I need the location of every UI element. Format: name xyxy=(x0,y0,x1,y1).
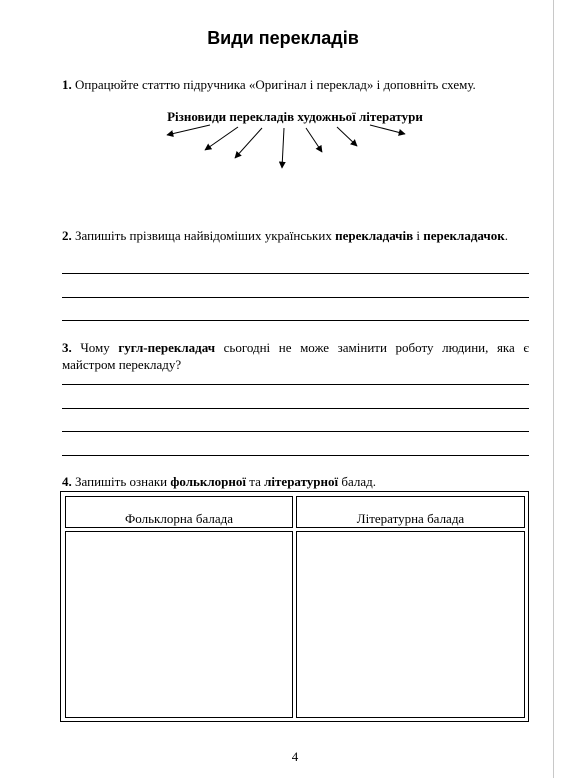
arrow-5 xyxy=(306,128,322,152)
scheme-title: Різновиди перекладів художньої літератури xyxy=(167,109,423,124)
answer-cell-lit[interactable] xyxy=(296,531,525,718)
task-3-text: 3. Чому гугл-перекладач сьогодні не може замінити роботу людини, яка є майстром перекладу? xyxy=(62,340,529,372)
answer-line[interactable] xyxy=(62,455,529,456)
arrow-4 xyxy=(282,128,284,168)
page-number: 4 xyxy=(291,749,299,764)
answer-line[interactable] xyxy=(62,384,529,385)
arrow-6 xyxy=(337,127,357,146)
answer-cell-folk[interactable] xyxy=(65,531,293,718)
ballads-table xyxy=(60,491,529,722)
task-1-instruction: Опрацюйте статтю підручника «Оригінал і переклад» і доповніть схему. xyxy=(71,77,476,92)
task-2-text: 2. Запишіть прізвища найвідоміших українських перекладачів і перекладачок. xyxy=(62,228,508,243)
page-title: Види перекладів xyxy=(207,28,359,48)
answer-line[interactable] xyxy=(62,320,529,321)
answer-line[interactable] xyxy=(62,273,529,274)
arrow-7 xyxy=(370,125,405,134)
task-3-number: 3. xyxy=(62,340,72,355)
answer-line[interactable] xyxy=(62,297,529,298)
header-cell-folk xyxy=(65,496,293,528)
column-header-lit: Літературна балада xyxy=(356,511,465,526)
header-cell-lit xyxy=(296,496,525,528)
task-1-number: 1. xyxy=(62,77,72,92)
answer-line[interactable] xyxy=(62,431,529,432)
arrow-1 xyxy=(167,125,210,135)
task-4-text: 4. Запишіть ознаки фольклорної та літературної балад. xyxy=(62,474,377,489)
task-2-number: 2. xyxy=(62,228,72,243)
answer-line[interactable] xyxy=(62,408,529,409)
task-4-number: 4. xyxy=(62,474,72,489)
column-header-folk: Фольклорна балада xyxy=(125,511,233,526)
arrow-3 xyxy=(235,128,262,158)
arrow-2 xyxy=(205,127,238,150)
